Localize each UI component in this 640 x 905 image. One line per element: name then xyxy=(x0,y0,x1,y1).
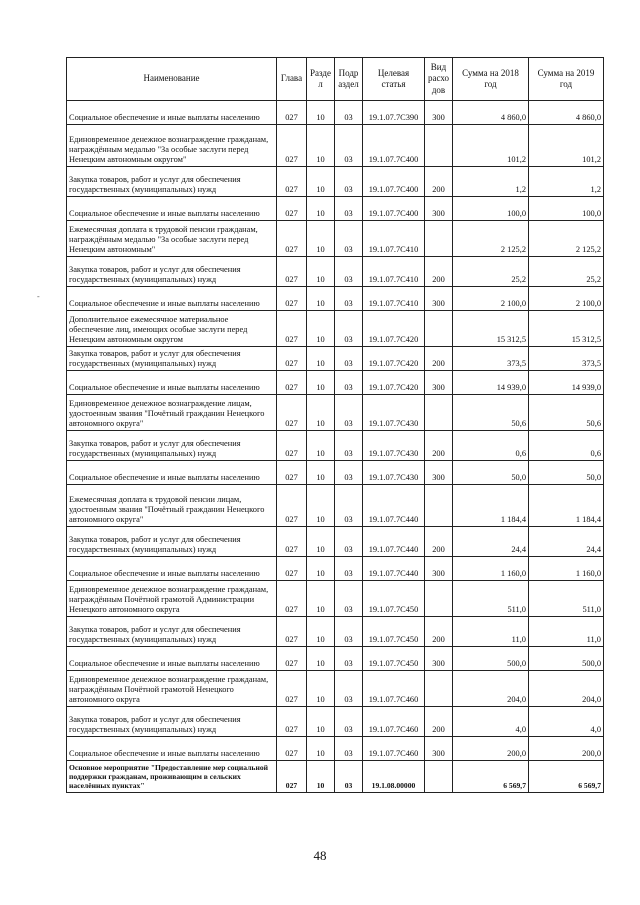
table-cell-chapter: 027 xyxy=(277,617,307,647)
table-cell-section: 10 xyxy=(307,101,335,125)
table-cell-target: 19.1.07.7С400 xyxy=(363,125,425,167)
header-sum-2019: Сумма на 2019 год xyxy=(529,58,604,101)
table-cell-subsection: 03 xyxy=(335,671,363,707)
table-cell-sum-2018: 15 312,5 xyxy=(453,311,529,347)
table-cell-name: Дополнительное ежемесячное материальное обеспечение лиц, имеющих особые заслуги перед Ненецким автономным округом xyxy=(67,311,277,347)
table-cell-section: 10 xyxy=(307,671,335,707)
table-cell-chapter: 027 xyxy=(277,257,307,287)
table-cell-expense-type: 300 xyxy=(425,557,453,581)
table-cell-subsection: 03 xyxy=(335,707,363,737)
table-cell-sum-2019: 2 100,0 xyxy=(529,287,604,311)
table-cell-section: 10 xyxy=(307,347,335,371)
table-cell-sum-2018: 204,0 xyxy=(453,671,529,707)
table-cell-name: Социальное обеспечение и иные выплаты населению xyxy=(67,737,277,761)
table-row xyxy=(67,125,604,167)
table-cell-chapter: 027 xyxy=(277,347,307,371)
table-cell-name: Социальное обеспечение и иные выплаты населению xyxy=(67,371,277,395)
table-cell-name: Закупка товаров, работ и услуг для обеспечения государственных (муниципальных) нужд xyxy=(67,707,277,737)
table-cell-name: Закупка товаров, работ и услуг для обеспечения государственных (муниципальных) нужд xyxy=(67,617,277,647)
table-cell-subsection: 03 xyxy=(335,461,363,485)
table-body xyxy=(67,101,604,793)
table-cell-section: 10 xyxy=(307,167,335,197)
table-cell-section: 10 xyxy=(307,647,335,671)
table-cell-target: 19.1.07.7С450 xyxy=(363,581,425,617)
table-cell-sum-2019: 15 312,5 xyxy=(529,311,604,347)
table-cell-sum-2018: 24,4 xyxy=(453,527,529,557)
table-cell-expense-type: 300 xyxy=(425,737,453,761)
table-row xyxy=(67,395,604,431)
table-cell-section: 10 xyxy=(307,581,335,617)
table-cell-chapter: 027 xyxy=(277,557,307,581)
table-cell-sum-2019: 500,0 xyxy=(529,647,604,671)
table-cell-section: 10 xyxy=(307,257,335,287)
table-cell-section: 10 xyxy=(307,761,335,793)
table-cell-chapter: 027 xyxy=(277,101,307,125)
table-cell-subsection: 03 xyxy=(335,761,363,793)
table-row xyxy=(67,707,604,737)
table-cell-sum-2018: 11,0 xyxy=(453,617,529,647)
table-cell-expense-type xyxy=(425,485,453,527)
table-cell-sum-2018: 4 860,0 xyxy=(453,101,529,125)
table-header-row xyxy=(67,58,604,101)
table-cell-target: 19.1.07.7С440 xyxy=(363,557,425,581)
table-row xyxy=(67,527,604,557)
table-cell-sum-2019: 11,0 xyxy=(529,617,604,647)
table-cell-section: 10 xyxy=(307,617,335,647)
table-cell-section: 10 xyxy=(307,311,335,347)
table-cell-name: Социальное обеспечение и иные выплаты населению xyxy=(67,461,277,485)
table-cell-chapter: 027 xyxy=(277,581,307,617)
table-cell-name: Ежемесячная доплата к трудовой пенсии гражданам, награждённым медалью "За особые заслуги перед Ненецким автономным" xyxy=(67,221,277,257)
table-cell-chapter: 027 xyxy=(277,527,307,557)
table-cell-name: Единовременное денежное вознаграждение гражданам, награждённым Почётной грамотой Ненецкого автономного округа xyxy=(67,671,277,707)
table-cell-section: 10 xyxy=(307,527,335,557)
table-cell-expense-type: 200 xyxy=(425,527,453,557)
table-cell-sum-2018: 500,0 xyxy=(453,647,529,671)
table-cell-sum-2018: 2 125,2 xyxy=(453,221,529,257)
table-cell-sum-2018: 6 569,7 xyxy=(453,761,529,793)
table-row xyxy=(67,257,604,287)
table-row xyxy=(67,557,604,581)
table-cell-expense-type: 300 xyxy=(425,287,453,311)
table-cell-section: 10 xyxy=(307,395,335,431)
table-row xyxy=(67,617,604,647)
table-cell-sum-2018: 100,0 xyxy=(453,197,529,221)
table-cell-section: 10 xyxy=(307,197,335,221)
table-cell-chapter: 027 xyxy=(277,707,307,737)
header-name: Наименование xyxy=(67,58,277,101)
table-row xyxy=(67,311,604,347)
table-cell-expense-type: 200 xyxy=(425,617,453,647)
table-cell-chapter: 027 xyxy=(277,371,307,395)
table-cell-subsection: 03 xyxy=(335,647,363,671)
table-cell-sum-2018: 1 184,4 xyxy=(453,485,529,527)
table-cell-chapter: 027 xyxy=(277,197,307,221)
table-row xyxy=(67,101,604,125)
table-cell-chapter: 027 xyxy=(277,167,307,197)
table-cell-target: 19.1.07.7С450 xyxy=(363,647,425,671)
header-chapter: Глава xyxy=(277,58,307,101)
table-row xyxy=(67,647,604,671)
table-row xyxy=(67,221,604,257)
table-cell-chapter: 027 xyxy=(277,461,307,485)
table-cell-name: Единовременное денежное вознаграждение гражданам, награждённым Почётной грамотой Администрации Ненецкого автономного округа xyxy=(67,581,277,617)
table-cell-sum-2019: 50,0 xyxy=(529,461,604,485)
table-cell-section: 10 xyxy=(307,707,335,737)
table-cell-sum-2019: 200,0 xyxy=(529,737,604,761)
table-cell-subsection: 03 xyxy=(335,347,363,371)
table-cell-expense-type: 200 xyxy=(425,431,453,461)
table-cell-target: 19.1.07.7С430 xyxy=(363,395,425,431)
table-cell-subsection: 03 xyxy=(335,221,363,257)
header-sum-2018: Сумма на 2018 год xyxy=(453,58,529,101)
table-cell-chapter: 027 xyxy=(277,485,307,527)
table-cell-expense-type: 200 xyxy=(425,257,453,287)
table-cell-name: Основное мероприятие "Предоставление мер социальной поддержки гражданам, проживающим в сельских населённых пунктах" xyxy=(67,761,277,793)
table-cell-name: Ежемесячная доплата к трудовой пенсии лицам, удостоенным звания "Почётный гражданин Ненецкого автономного округа" xyxy=(67,485,277,527)
budget-table xyxy=(66,57,604,793)
table-cell-subsection: 03 xyxy=(335,485,363,527)
stray-mark: - xyxy=(37,292,40,301)
table-cell-sum-2018: 14 939,0 xyxy=(453,371,529,395)
table-cell-target: 19.1.07.7С440 xyxy=(363,527,425,557)
table-cell-target: 19.1.07.7С460 xyxy=(363,707,425,737)
table-cell-subsection: 03 xyxy=(335,557,363,581)
table-cell-sum-2019: 101,2 xyxy=(529,125,604,167)
table-cell-sum-2018: 373,5 xyxy=(453,347,529,371)
table-cell-target: 19.1.07.7С400 xyxy=(363,167,425,197)
table-cell-name: Единовременное денежное вознаграждение лицам, удостоенным звания "Почётный гражданин Ненецкого автономного округа" xyxy=(67,395,277,431)
table-cell-section: 10 xyxy=(307,485,335,527)
table-cell-expense-type xyxy=(425,395,453,431)
table-row xyxy=(67,287,604,311)
table-cell-expense-type: 200 xyxy=(425,167,453,197)
table-cell-target: 19.1.07.7С460 xyxy=(363,671,425,707)
table-cell-chapter: 027 xyxy=(277,395,307,431)
table-cell-sum-2019: 25,2 xyxy=(529,257,604,287)
table-cell-subsection: 03 xyxy=(335,395,363,431)
table-cell-sum-2018: 0,6 xyxy=(453,431,529,461)
table-cell-sum-2019: 511,0 xyxy=(529,581,604,617)
table-cell-chapter: 027 xyxy=(277,125,307,167)
table-cell-name: Закупка товаров, работ и услуг для обеспечения государственных (муниципальных) нужд xyxy=(67,431,277,461)
table-cell-chapter: 027 xyxy=(277,221,307,257)
table-cell-target: 19.1.07.7С410 xyxy=(363,257,425,287)
table-cell-subsection: 03 xyxy=(335,311,363,347)
table-cell-chapter: 027 xyxy=(277,737,307,761)
table-cell-sum-2018: 101,2 xyxy=(453,125,529,167)
table-cell-chapter: 027 xyxy=(277,287,307,311)
table-cell-subsection: 03 xyxy=(335,431,363,461)
table-cell-section: 10 xyxy=(307,461,335,485)
table-cell-sum-2019: 4,0 xyxy=(529,707,604,737)
table-cell-subsection: 03 xyxy=(335,617,363,647)
table-cell-subsection: 03 xyxy=(335,167,363,197)
table-cell-name: Социальное обеспечение и иные выплаты населению xyxy=(67,557,277,581)
header-expense-type: Вид расхо дов xyxy=(425,58,453,101)
table-cell-section: 10 xyxy=(307,557,335,581)
table-row xyxy=(67,167,604,197)
table-cell-sum-2019: 2 125,2 xyxy=(529,221,604,257)
table-cell-expense-type xyxy=(425,581,453,617)
table-cell-sum-2019: 4 860,0 xyxy=(529,101,604,125)
table-cell-section: 10 xyxy=(307,125,335,167)
table-cell-expense-type: 200 xyxy=(425,347,453,371)
table-cell-target: 19.1.07.7С460 xyxy=(363,737,425,761)
table-cell-target: 19.1.07.7С410 xyxy=(363,287,425,311)
table-cell-expense-type xyxy=(425,221,453,257)
table-cell-sum-2018: 25,2 xyxy=(453,257,529,287)
table-cell-name: Социальное обеспечение и иные выплаты населению xyxy=(67,647,277,671)
table-cell-subsection: 03 xyxy=(335,737,363,761)
table-row xyxy=(67,197,604,221)
table-cell-sum-2018: 1 160,0 xyxy=(453,557,529,581)
table-cell-expense-type: 300 xyxy=(425,647,453,671)
table-row xyxy=(67,347,604,371)
table-row xyxy=(67,371,604,395)
table-cell-section: 10 xyxy=(307,287,335,311)
table-cell-target: 19.1.07.7С420 xyxy=(363,371,425,395)
table-cell-name: Социальное обеспечение и иные выплаты населению xyxy=(67,197,277,221)
table-cell-expense-type xyxy=(425,671,453,707)
header-section: Разде л xyxy=(307,58,335,101)
table-cell-expense-type: 300 xyxy=(425,197,453,221)
table-cell-sum-2019: 0,6 xyxy=(529,431,604,461)
table-cell-chapter: 027 xyxy=(277,311,307,347)
table-cell-target: 19.1.07.7С420 xyxy=(363,347,425,371)
table-cell-name: Единовременное денежное вознаграждение гражданам, награждённым медалью "За особые заслуги перед Ненецким автономным округом" xyxy=(67,125,277,167)
table-row xyxy=(67,485,604,527)
table-cell-sum-2018: 200,0 xyxy=(453,737,529,761)
table-cell-subsection: 03 xyxy=(335,371,363,395)
table-row xyxy=(67,671,604,707)
table-cell-subsection: 03 xyxy=(335,101,363,125)
table-cell-section: 10 xyxy=(307,221,335,257)
header-target: Целевая статья xyxy=(363,58,425,101)
table-cell-chapter: 027 xyxy=(277,431,307,461)
table-cell-sum-2019: 373,5 xyxy=(529,347,604,371)
table-cell-expense-type xyxy=(425,311,453,347)
table-cell-target: 19.1.08.00000 xyxy=(363,761,425,793)
table-cell-target: 19.1.07.7С420 xyxy=(363,311,425,347)
table-cell-sum-2019: 14 939,0 xyxy=(529,371,604,395)
table-cell-sum-2019: 6 569,7 xyxy=(529,761,604,793)
table-cell-subsection: 03 xyxy=(335,257,363,287)
table-cell-target: 19.1.07.7С450 xyxy=(363,617,425,647)
table-cell-expense-type xyxy=(425,761,453,793)
table-cell-sum-2018: 2 100,0 xyxy=(453,287,529,311)
table-cell-section: 10 xyxy=(307,431,335,461)
table-cell-sum-2018: 50,6 xyxy=(453,395,529,431)
table-cell-expense-type: 200 xyxy=(425,707,453,737)
table-row xyxy=(67,581,604,617)
table-cell-sum-2018: 50,0 xyxy=(453,461,529,485)
table-cell-sum-2018: 1,2 xyxy=(453,167,529,197)
table-cell-sum-2019: 1,2 xyxy=(529,167,604,197)
table-cell-chapter: 027 xyxy=(277,761,307,793)
table-cell-sum-2019: 100,0 xyxy=(529,197,604,221)
table-cell-name: Социальное обеспечение и иные выплаты населению xyxy=(67,287,277,311)
table-cell-section: 10 xyxy=(307,371,335,395)
table-cell-sum-2018: 511,0 xyxy=(453,581,529,617)
page-number: 48 xyxy=(313,848,327,863)
table-cell-subsection: 03 xyxy=(335,287,363,311)
table-cell-name: Закупка товаров, работ и услуг для обеспечения государственных (муниципальных) нужд xyxy=(67,347,277,371)
table-cell-target: 19.1.07.7С430 xyxy=(363,461,425,485)
table-cell-name: Закупка товаров, работ и услуг для обеспечения государственных (муниципальных) нужд xyxy=(67,257,277,287)
table-cell-subsection: 03 xyxy=(335,527,363,557)
table-cell-sum-2019: 1 160,0 xyxy=(529,557,604,581)
table-cell-subsection: 03 xyxy=(335,581,363,617)
table-cell-section: 10 xyxy=(307,737,335,761)
table-cell-sum-2018: 4,0 xyxy=(453,707,529,737)
table-cell-target: 19.1.07.7С440 xyxy=(363,485,425,527)
table-cell-sum-2019: 204,0 xyxy=(529,671,604,707)
table-cell-expense-type: 300 xyxy=(425,101,453,125)
table-cell-chapter: 027 xyxy=(277,671,307,707)
table-row xyxy=(67,461,604,485)
table-cell-expense-type: 300 xyxy=(425,371,453,395)
table-row xyxy=(67,737,604,761)
table-row xyxy=(67,761,604,793)
table-cell-target: 19.1.07.7С430 xyxy=(363,431,425,461)
table-cell-sum-2019: 24,4 xyxy=(529,527,604,557)
table-cell-name: Социальное обеспечение и иные выплаты населению xyxy=(67,101,277,125)
table-cell-target: 19.1.07.7С390 xyxy=(363,101,425,125)
table-cell-sum-2019: 1 184,4 xyxy=(529,485,604,527)
table-cell-sum-2019: 50,6 xyxy=(529,395,604,431)
table-cell-name: Закупка товаров, работ и услуг для обеспечения государственных (муниципальных) нужд xyxy=(67,167,277,197)
table-cell-target: 19.1.07.7С410 xyxy=(363,221,425,257)
header-subsection: Подр аздел xyxy=(335,58,363,101)
table-cell-expense-type xyxy=(425,125,453,167)
table-cell-subsection: 03 xyxy=(335,197,363,221)
table-cell-expense-type: 300 xyxy=(425,461,453,485)
table-cell-subsection: 03 xyxy=(335,125,363,167)
table-cell-name: Закупка товаров, работ и услуг для обеспечения государственных (муниципальных) нужд xyxy=(67,527,277,557)
table-cell-target: 19.1.07.7С400 xyxy=(363,197,425,221)
table-cell-chapter: 027 xyxy=(277,647,307,671)
table-row xyxy=(67,431,604,461)
